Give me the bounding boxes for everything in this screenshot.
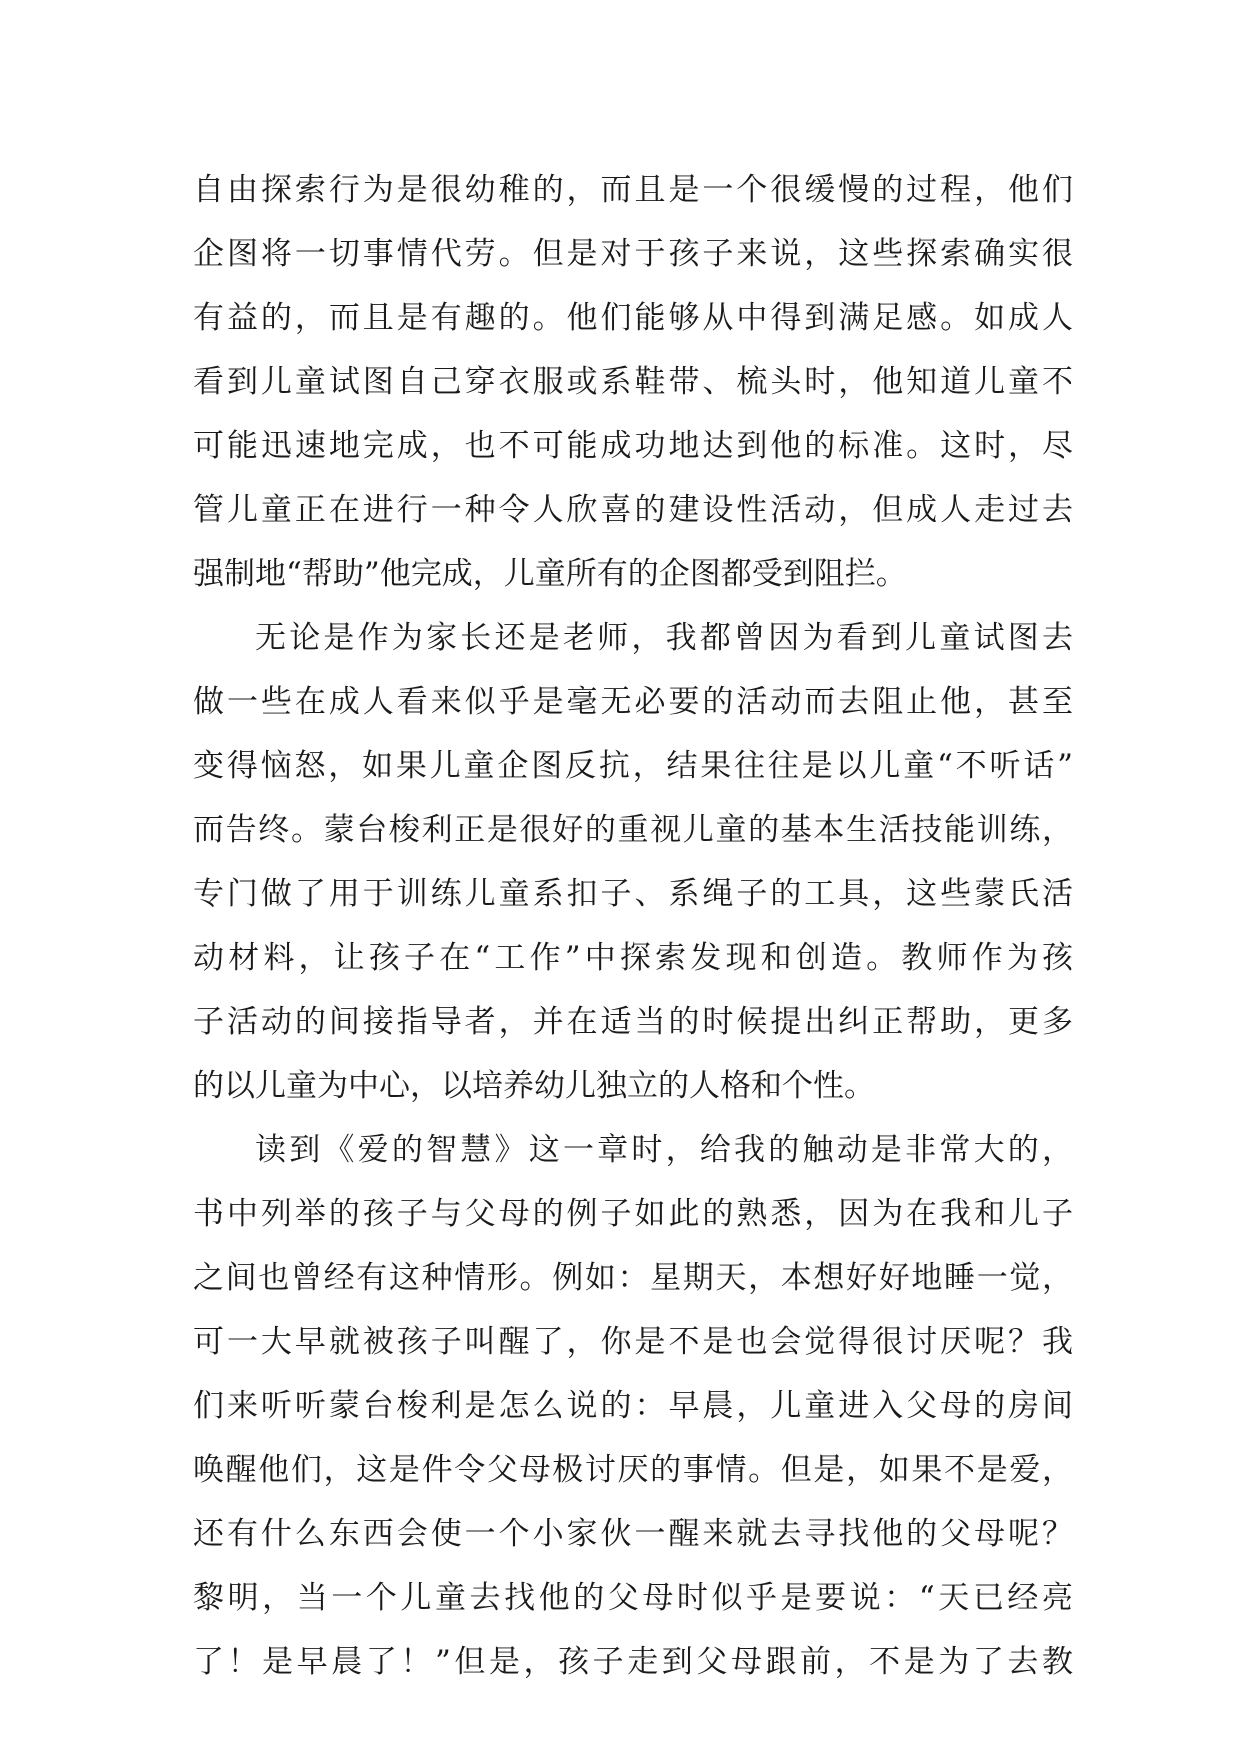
- text-line: 了！是早晨了！”但是，孩子走到父母跟前，不是为了去教: [193, 1644, 1073, 1680]
- text-line: 无论是作为家长还是老师，我都曾因为看到儿童试图去: [255, 620, 1073, 656]
- text-line: 可能迅速地完成，也不可能成功地达到他的标准。这时，尽: [193, 428, 1073, 464]
- text-line: 动材料，让孩子在“工作”中探索发现和创造。教师作为孩: [193, 940, 1073, 976]
- text-line: 的以儿童为中心，以培养幼儿独立的人格和个性。: [193, 1068, 875, 1104]
- text-line: 看到儿童试图自己穿衣服或系鞋带、梳头时，他知道儿童不: [193, 364, 1073, 400]
- text-line: 强制地“帮助”他完成，儿童所有的企图都受到阻拦。: [193, 556, 907, 592]
- text-line: 子活动的间接指导者，并在适当的时候提出纠正帮助，更多: [193, 1004, 1073, 1040]
- text-line: 之间也曾经有这种情形。例如：星期天，本想好好地睡一觉，: [193, 1260, 1073, 1296]
- text-line: 管儿童正在进行一种令人欣喜的建设性活动，但成人走过去: [193, 492, 1073, 528]
- body-text: [193, 158, 1073, 1694]
- text-line: 还有什么东西会使一个小家伙一醒来就去寻找他的父母呢？: [193, 1516, 1073, 1552]
- text-line: 专门做了用于训练儿童系扣子、系绳子的工具，这些蒙氏活: [193, 876, 1073, 912]
- text-line: 们来听听蒙台梭利是怎么说的：早晨，儿童进入父母的房间: [193, 1388, 1073, 1424]
- text-line: 有益的，而且是有趣的。他们能够从中得到满足感。如成人: [193, 300, 1073, 336]
- text-line: 做一些在成人看来似乎是毫无必要的活动而去阻止他，甚至: [193, 684, 1073, 720]
- text-line: 读到《爱的智慧》这一章时，给我的触动是非常大的，: [255, 1132, 1073, 1168]
- text-line: 变得恼怒，如果儿童企图反抗，结果往往是以儿童“不听话”: [193, 748, 1073, 784]
- text-line: 书中列举的孩子与父母的例子如此的熟悉，因为在我和儿子: [193, 1196, 1073, 1232]
- text-line: 可一大早就被孩子叫醒了，你是不是也会觉得很讨厌呢？我: [193, 1324, 1073, 1360]
- text-line: 自由探索行为是很幼稚的，而且是一个很缓慢的过程，他们: [193, 172, 1073, 208]
- text-line: 唤醒他们，这是件令父母极讨厌的事情。但是，如果不是爱，: [193, 1452, 1073, 1488]
- text-line: 黎明，当一个儿童去找他的父母时似乎是要说：“天已经亮: [193, 1580, 1073, 1616]
- text-line: 而告终。蒙台梭利正是很好的重视儿童的基本生活技能训练，: [193, 812, 1073, 848]
- text-line: 企图将一切事情代劳。但是对于孩子来说，这些探索确实很: [193, 236, 1073, 272]
